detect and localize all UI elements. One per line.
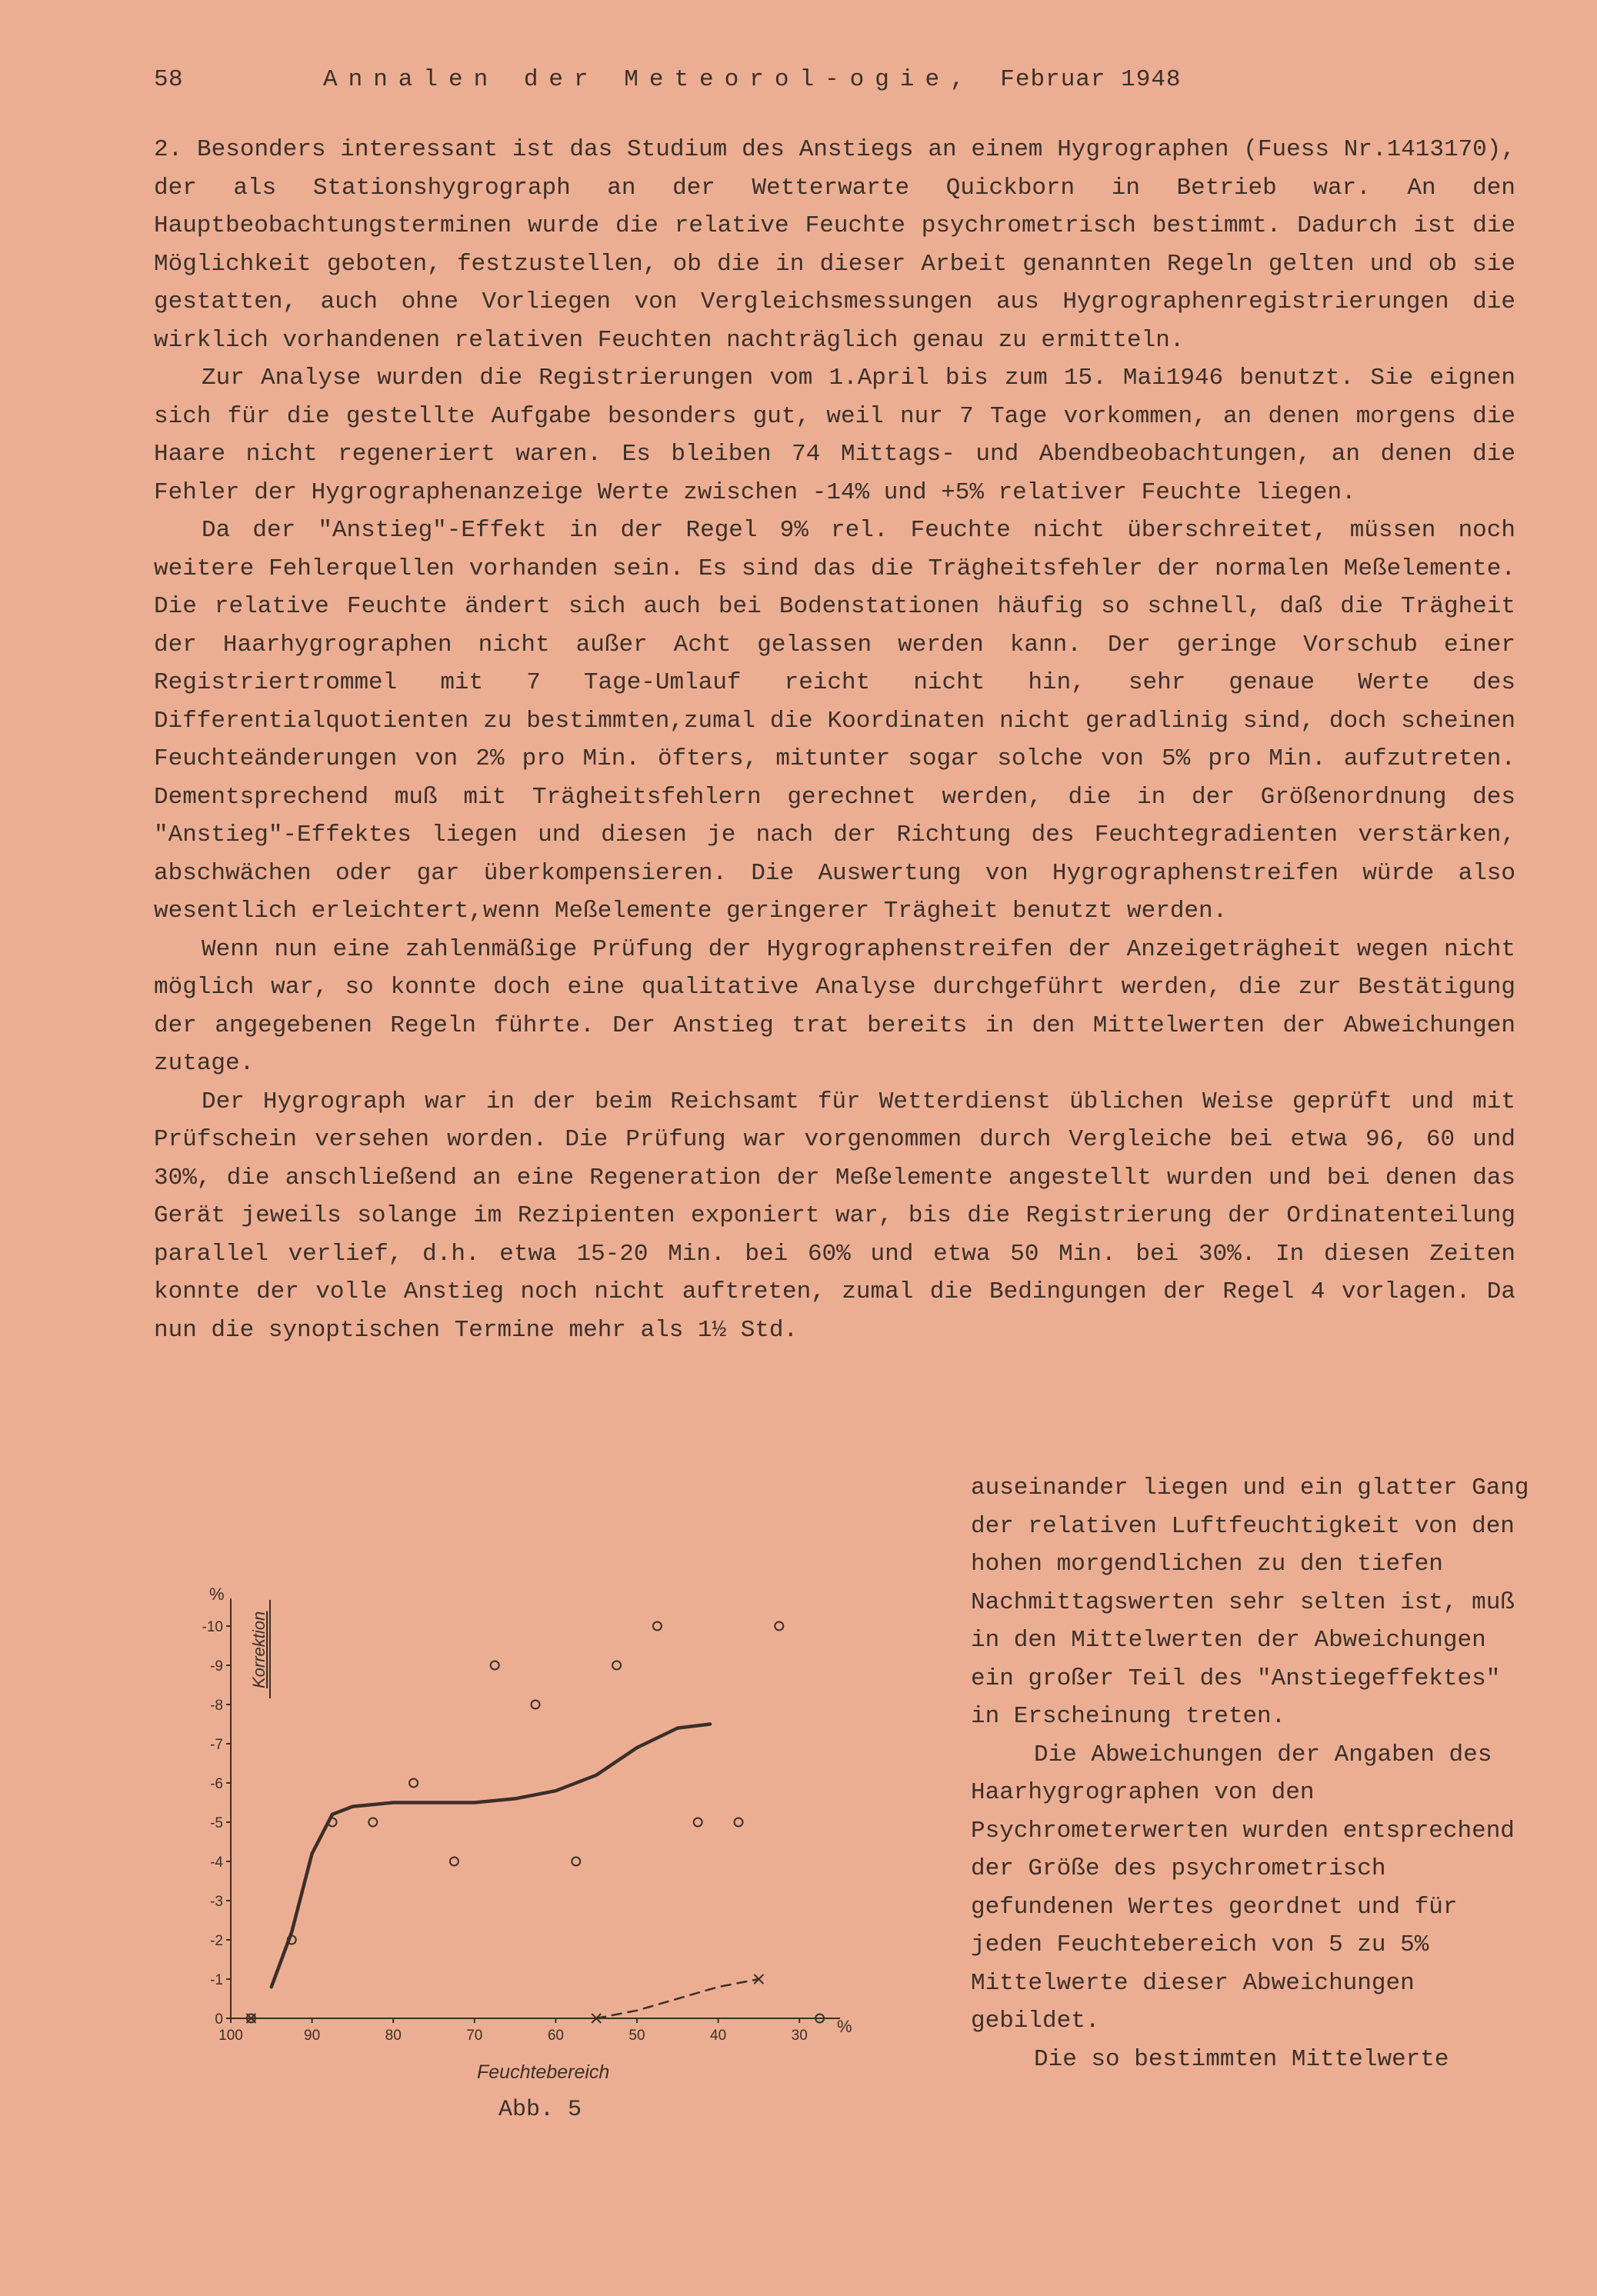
data-point-circle [572, 1858, 580, 1866]
x-tick-label: 80 [385, 2028, 402, 2044]
side-column-text [971, 1469, 1540, 2078]
issue-date: Februar 1948 [1000, 66, 1182, 93]
x-tick-label: 40 [710, 2028, 727, 2044]
chart-axes [231, 1598, 840, 2018]
fit-curve [272, 1724, 710, 1988]
x-tick-label: 50 [628, 2028, 645, 2044]
x-tick-label: 70 [466, 2028, 483, 2044]
y-tick-label: -4 [210, 1854, 223, 1871]
figure-abb-5 [169, 1569, 877, 2123]
page-number: 58 [154, 66, 184, 93]
main-text [154, 131, 1515, 1349]
journal-title [323, 66, 1182, 93]
x-ticks [218, 2018, 808, 2044]
data-point-circle [368, 1818, 377, 1827]
x-tick-label: 90 [304, 2028, 321, 2044]
x-tick-label: 100 [218, 2028, 243, 2044]
data-point-circle [775, 1622, 783, 1631]
x-unit-label: % [837, 2017, 852, 2036]
paragraph-4: Wenn nun eine zahlenmäßige Prüfung der Hygrographenstreifen der Anzeigeträgheit wegen nicht möglich war, so konnte doch eine qualitative Analyse durchgeführt werden, die zur Bestätigung der angegebenen Regeln führte. Der Anstieg trat bereits in den Mittelwerten der Abweichungen zutage. [154, 935, 1515, 1077]
y-unit-label: % [209, 1585, 225, 1604]
y-tick-label: -9 [210, 1658, 223, 1675]
data-point-circle [735, 1818, 743, 1827]
y-tick-label: -6 [210, 1776, 223, 1792]
side-paragraph-3: Die so bestimmten Mittelwerte [1034, 2045, 1449, 2073]
caption-label: Abb. 5 [498, 2097, 582, 2123]
y-tick-label: -10 [202, 1619, 223, 1635]
y-tick-label: -8 [210, 1698, 223, 1714]
side-paragraph-1: auseinander liegen und ein glatter Gang der relativen Luftfeuchtigkeit von den hohen morgendlichen zu den tiefen Nachmittagswerten sehr selten ist, muß in den Mittelwerten der Abweichungen ein großer Teil des "Anstiegeffektes" in Erscheinung treten. [971, 1475, 1529, 1730]
x-tick-label: 30 [791, 2028, 808, 2044]
data-point-circle [532, 1701, 540, 1709]
curves [272, 1724, 759, 2019]
data-point-circle [491, 1661, 499, 1670]
data-point-circle [612, 1661, 621, 1670]
journal-name: Annalen der Meteorol-ogie, [323, 66, 975, 93]
y-ticks [202, 1619, 231, 2028]
data-marks [246, 1622, 824, 2024]
paragraph-5: Der Hygrograph war in der beim Reichsamt für Wetterdienst üblichen Weise geprüft und mit Prüfschein versehen worden. Die Prüfung war vorgenommen durch Vergleiche bei etwa 96, 60 und 30%, die anschließend an eine Regeneration der Meßelemente angestellt wurden und bei denen das Gerät jeweils solange im Rezipienten exponiert war, bis die Registrierung der Ordinatenteilung parallel verlief, d.h. etwa 15-20 Min. bei 60% und etwa 50 Min. bei 30%. In diesen Zeiten konnte der volle Anstieg noch nicht auftreten, zumal die Bedingungen der Regel 4 vorlagen. Da nun die synoptischen Termine mehr als 1½ Std. [154, 1088, 1515, 1344]
chart-svg [169, 1569, 877, 2061]
y-tick-label: -1 [210, 1972, 223, 1988]
y-axis-label: Korrektion [249, 1611, 268, 1688]
paragraph-3: Da der "Anstieg"-Effekt in der Regel 9% rel. Feuchte nicht überschreitet, müssen noch weitere Fehlerquellen vorhanden sein. Es sind das die Trägheitsfehler der normalen Meßelemente. Die relative Feuchte ändert sich auch bei Bodenstationen häufig so schnell, daß die Trägheit der Haarhygrographen nicht außer Acht gelassen werden kann. Der geringe Vorschub einer Registriertrommel mit 7 Tage-Umlauf reicht nicht hin, sehr genaue Werte des Differentialquotienten zu bestimmten,zumal die Koordinaten nicht geradlinig sind, doch scheinen Feuchteänderungen von 2% pro Min. öfters, mitunter sogar solche von 5% pro Min. aufzutreten. Dementsprechend muß mit Trägheitsfehlern gerechnet werden, die in der Größenordnung des "Anstieg"-Effektes liegen und diesen je nach der Richtung des Feuchtegradienten verstärken, abschwächen oder gar überkompensieren. Die Auswertung von Hygrographenstreifen würde also wesentlich erleichtert,wenn Meßelemente geringerer Trägheit benutzt werden. [154, 517, 1515, 925]
y-tick-label: -3 [210, 1894, 223, 1910]
x-tick-label: 60 [547, 2028, 564, 2044]
y-tick-label: -5 [210, 1815, 223, 1831]
fit-curve-dashed [596, 1979, 758, 2018]
data-point-circle [409, 1779, 418, 1788]
side-paragraph-2: Die Abweichungen der Angaben des Haarhygrographen von den Psychrometerwerten wurden entsprechend der Größe des psychrometrisch gefundenen Wertes geordnet und für jeden Feuchtebereich von 5 zu 5% Mittelwerte dieser Abweichungen gebildet. [971, 1741, 1515, 2034]
x-axis-label: Feuchtebereich [477, 2061, 610, 2083]
paragraph-2: Zur Analyse wurden die Registrierungen vom 1.April bis zum 15. Mai1946 benutzt. Sie eignen sich für die gestellte Aufgabe besonders gut, weil nur 7 Tage vorkommen, an denen morgens die Haare nicht regeneriert waren. Es bleiben 74 Mittags- und Abendbeobachtungen, an denen die Fehler der Hygrographenanzeige Werte zwischen -14% und +5% relativer Feuchte liegen. [154, 365, 1515, 506]
paragraph-1: 2. Besonders interessant ist das Studium des Anstiegs an einem Hygrographen (Fuess Nr.1413170), der als Stationshygrograph an der Wetterwarte Quickborn in Betrieb war. An den Hauptbeobachtungsterminen wurde die relative Feuchte psychrometrisch bestimmt. Dadurch ist die Möglichkeit geboten, festzustellen, ob die in dieser Arbeit genannten Regeln gelten und ob sie gestatten, auch ohne Vorliegen von Vergleichsmessungen aus Hygrographenregistrierungen die wirklich vorhandenen relativen Feuchten nachträglich genau zu ermitteln. [154, 136, 1515, 354]
data-point-circle [450, 1858, 458, 1866]
data-point-circle [694, 1818, 702, 1827]
data-point-circle [653, 1622, 662, 1631]
y-tick-label: -2 [210, 1933, 223, 1949]
y-tick-label: 0 [215, 2011, 223, 2028]
y-tick-label: -7 [210, 1737, 223, 1753]
